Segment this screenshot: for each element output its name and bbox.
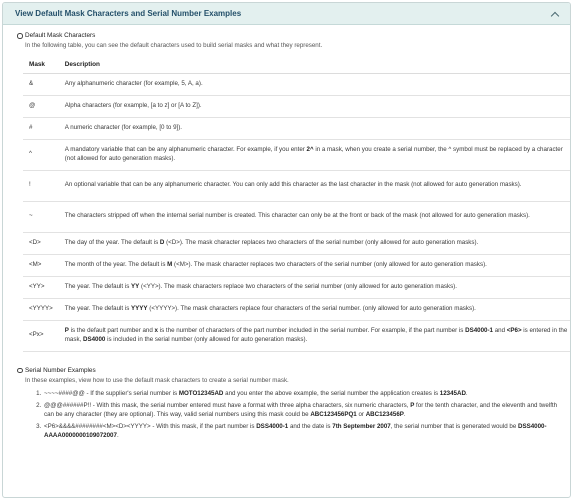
table-row — [23, 139, 571, 170]
mask-cell: ! — [23, 170, 59, 201]
mask-examples-panel — [2, 2, 571, 498]
mask-cell: @ — [23, 95, 59, 117]
description-cell: The year. The default is YY (<YY>). The mask characters replace two characters of the serial number (only allowed for auto generation masks). — [59, 276, 571, 298]
table-row — [23, 73, 571, 95]
mask-cell: <YYYY> — [23, 298, 59, 320]
table-row — [23, 117, 571, 139]
panel-header[interactable] — [3, 3, 570, 25]
description-cell: Alpha characters (for example, [a to z] or [A to Z]). — [59, 95, 571, 117]
table-header-row — [23, 56, 571, 73]
table-row — [23, 95, 571, 117]
mask-cell: # — [23, 117, 59, 139]
table-row — [23, 320, 571, 351]
mask-cell: <M> — [23, 254, 59, 276]
mask-cell: ~ — [23, 201, 59, 232]
table-row — [23, 201, 571, 232]
description-cell: Any alphanumeric character (for example, 5, A, a). — [59, 73, 571, 95]
table-row — [23, 298, 571, 320]
section-heading-serial-examples: Serial Number Examples — [17, 366, 560, 375]
description-cell: The year. The default is YYYY (<YYYY>). The mask characters replace four characters of the serial number. (only allowed for auto generation masks). — [59, 298, 571, 320]
examples-list — [35, 390, 560, 441]
table-row — [23, 254, 571, 276]
mask-cell: <Px> — [23, 320, 59, 351]
chevron-up-icon[interactable] — [550, 9, 560, 19]
description-cell: The day of the year. The default is D (<D>). The mask character replaces two characters of the serial number (only allowed for auto generation masks). — [59, 232, 571, 254]
list-item: 3. <P6>&&&&########<M><D><YYYY> - With this mask, if the part number is DSS4000-1 and the date is 7th September 2007, the serial number that is generated would be DSS4000-AAAA0000000109072007. — [43, 423, 560, 441]
description-cell: An optional variable that can be any alphanumeric character. You can only add this character as the last character in the mask (not allowed for auto generation masks). — [59, 170, 571, 201]
table-row — [23, 276, 571, 298]
list-item: 2. @@@######P!! - With this mask, the serial number entered must have a format with three alpha characters, six numeric characters, P for the tenth character, and the eleventh and twelfth can be any character (they are optional). This way, valid serial numbers using this mask could be ABC123456PQ1 or ABC123456P. — [43, 402, 560, 420]
description-cell: A mandatory variable that can be any alphanumeric character. For example, if you enter 2^ in a mask, when you create a serial number, the ^ symbol must be replaced by a character (not allowed for auto generation masks). — [59, 139, 571, 170]
table-row — [23, 232, 571, 254]
column-header-description: Description — [59, 56, 571, 73]
section-heading-default-mask: Default Mask Characters — [17, 31, 560, 40]
mask-cell: & — [23, 73, 59, 95]
description-cell: The characters stripped off when the internal serial number is created. This character can only be at the front or back of the mask (not allowed for auto generation masks). — [59, 201, 571, 232]
mask-table — [23, 56, 571, 352]
column-header-mask: Mask — [23, 56, 59, 73]
description-cell: The month of the year. The default is M (<M>). The mask character replaces two characters of the serial number (only allowed for auto generation masks). — [59, 254, 571, 276]
description-cell: A numeric character (for example, [0 to 9]). — [59, 117, 571, 139]
serial-examples-section — [17, 366, 560, 441]
section-intro-default-mask: In the following table, you can see the default characters used to build serial masks and what they represent. — [25, 42, 323, 50]
list-item: 1. ~~~~####@@ - If the supplier's serial number is MOTO12345AD and you enter the above example, the serial number the application creates is 12345AD. — [43, 390, 560, 399]
description-cell: P is the default part number and x is the number of characters of the part number included in the serial number. For example, if the part number is DS4000-1 and <P6> is entered in the mask, DS4000 is included in the serial number (only allowed for auto generation masks). — [59, 320, 571, 351]
panel-title: View Default Mask Characters and Serial Number Examples — [15, 8, 242, 18]
section-intro-serial-examples: In these examples, view how to use the default mask characters to create a serial number mask. — [25, 377, 289, 385]
mask-cell: <YY> — [23, 276, 59, 298]
panel-content — [3, 25, 570, 441]
mask-cell: ^ — [23, 139, 59, 170]
mask-cell: <D> — [23, 232, 59, 254]
table-row — [23, 170, 571, 201]
